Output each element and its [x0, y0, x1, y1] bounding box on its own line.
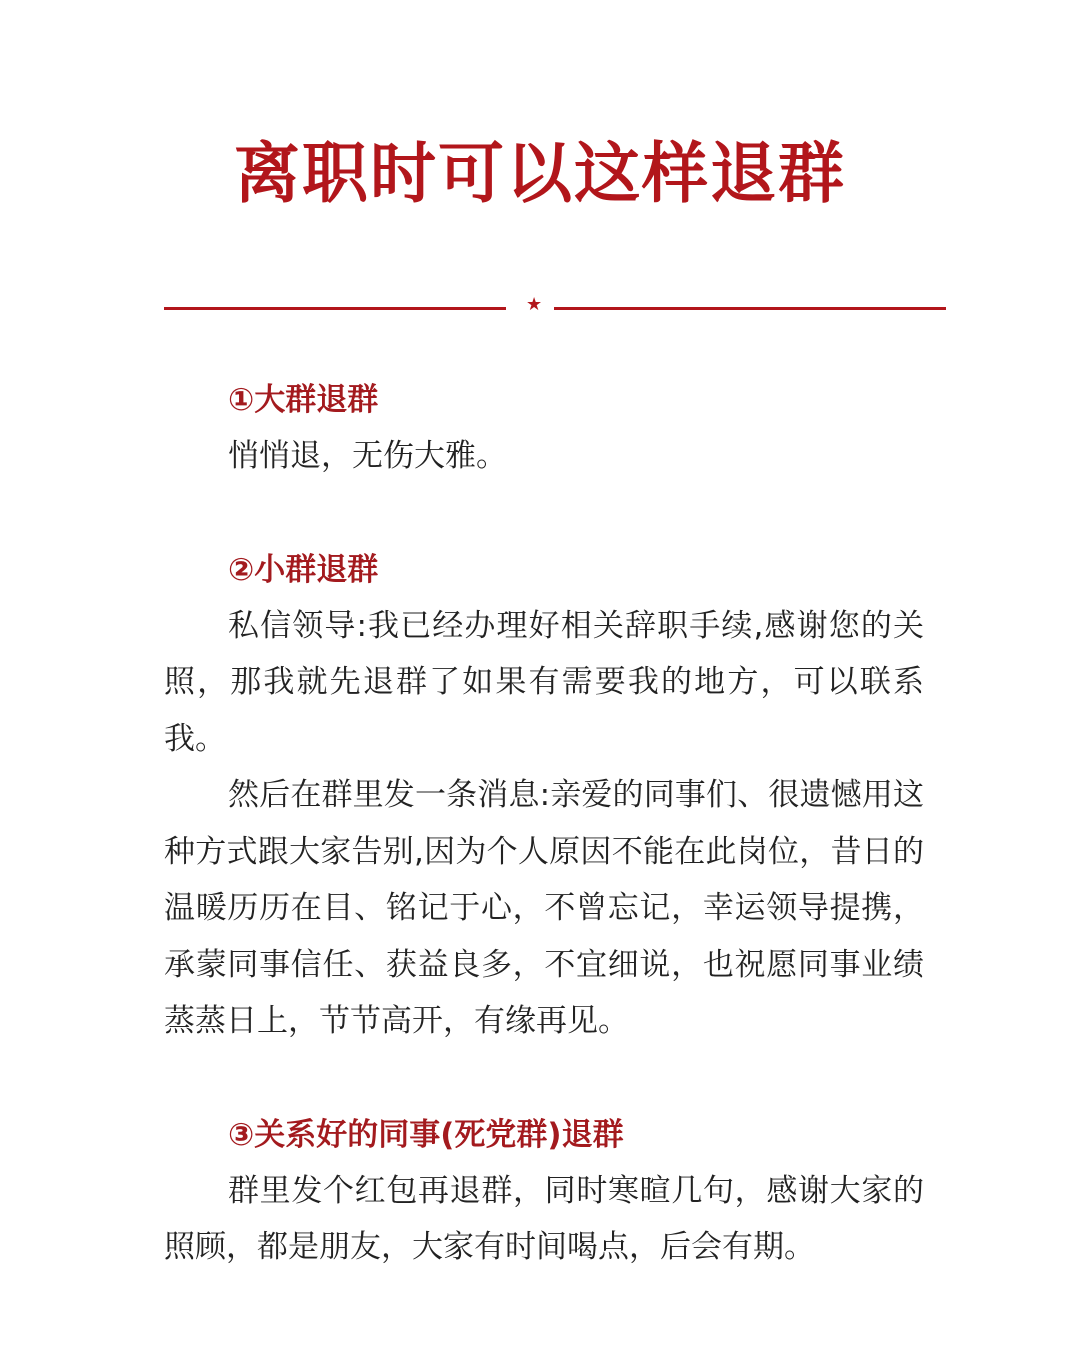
star-icon: ★: [526, 294, 543, 315]
section-gap: [164, 1050, 924, 1107]
section-paragraph: 悄悄退，无伤大雅。: [228, 438, 507, 474]
section-gap: [164, 485, 924, 542]
section-close-friends-group: [164, 1107, 924, 1276]
title-divider: [164, 296, 946, 318]
section-paragraph: 私信领导:我已经办理好相关辞职手续,感谢您的关照，那我就先退群了如果有需要我的地方，可以联系我。: [164, 607, 924, 757]
divider-line-left: [164, 307, 506, 310]
section-paragraph: 群里发个红包再退群，同时寒暄几句，感谢大家的照顾，都是朋友，大家有时间喝点，后会有期。: [164, 1172, 924, 1265]
section-heading: ③关系好的同事(死党群)退群: [228, 1116, 624, 1153]
section-heading: ②小群退群: [228, 551, 379, 588]
divider-line-right: [554, 307, 946, 310]
section-paragraph: 然后在群里发一条消息:亲爱的同事们、很遗憾用这种方式跟大家告别,因为个人原因不能在此岗位，昔日的温暖历历在目、铭记于心，不曾忘记，幸运领导提携，承蒙同事信任、获益良多，不宜细说，也祝愿同事业绩蒸蒸日上，节节高开，有缘再见。: [164, 777, 924, 1039]
section-heading: ①大群退群: [228, 382, 379, 418]
section-big-group: [164, 372, 924, 485]
article-body: [164, 372, 924, 1276]
page-title: 离职时可以这样退群: [234, 135, 846, 212]
section-small-group: [164, 542, 924, 1050]
